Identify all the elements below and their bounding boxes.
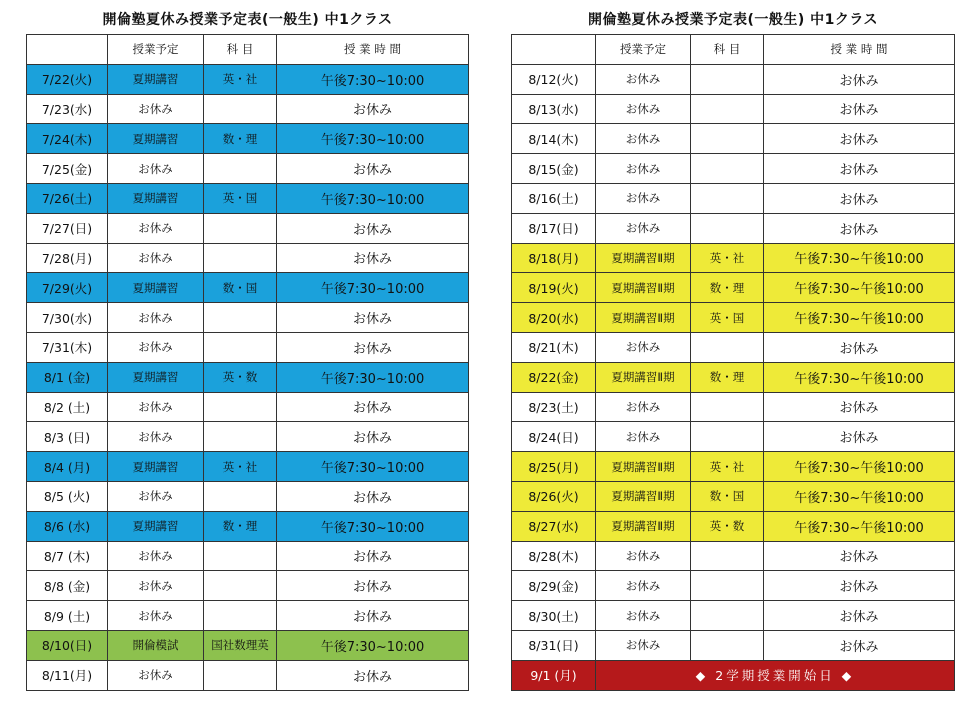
subject-cell bbox=[691, 422, 764, 452]
time-cell: お休み bbox=[764, 64, 955, 94]
subject-cell: 数・理 bbox=[691, 362, 764, 392]
time-cell: お休み bbox=[277, 422, 469, 452]
time-cell: 午後7:30~午後10:00 bbox=[764, 303, 955, 333]
term-start-row bbox=[512, 660, 955, 690]
subject-cell bbox=[204, 94, 277, 124]
date-cell: 8/1 (金) bbox=[27, 362, 108, 392]
subject-cell: 英・社 bbox=[691, 243, 764, 273]
time-cell: 午後7:30~午後10:00 bbox=[764, 481, 955, 511]
schedule-row bbox=[27, 541, 469, 571]
subject-cell: 数・理 bbox=[691, 273, 764, 303]
subject-cell: 数・理 bbox=[204, 511, 277, 541]
date-cell: 8/2 (土) bbox=[27, 392, 108, 422]
subject-cell bbox=[204, 243, 277, 273]
plan-cell: お休み bbox=[108, 660, 204, 690]
time-cell: 午後7:30~10:00 bbox=[277, 64, 469, 94]
schedule-row bbox=[27, 154, 469, 184]
subject-cell bbox=[204, 303, 277, 333]
subject-cell bbox=[691, 630, 764, 660]
plan-cell: お休み bbox=[596, 183, 691, 213]
plan-cell: お休み bbox=[108, 392, 204, 422]
date-cell: 7/26(土) bbox=[27, 183, 108, 213]
schedule-row bbox=[27, 64, 469, 94]
schedule-table bbox=[511, 34, 955, 691]
schedule-row bbox=[27, 601, 469, 631]
subject-cell: 英・社 bbox=[691, 452, 764, 482]
date-cell: 8/24(日) bbox=[512, 422, 596, 452]
time-cell: 午後7:30~10:00 bbox=[277, 362, 469, 392]
plan-cell: 夏期講習Ⅱ期 bbox=[596, 362, 691, 392]
schedule-row bbox=[27, 303, 469, 333]
schedule-row bbox=[512, 571, 955, 601]
subject-cell bbox=[691, 541, 764, 571]
subject-cell: 英・数 bbox=[204, 362, 277, 392]
time-cell: 午後7:30~10:00 bbox=[277, 273, 469, 303]
time-cell: お休み bbox=[764, 213, 955, 243]
plan-cell: お休み bbox=[108, 332, 204, 362]
time-cell: お休み bbox=[764, 183, 955, 213]
plan-cell: 夏期講習 bbox=[108, 362, 204, 392]
corner-cell bbox=[27, 35, 108, 65]
time-cell: 午後7:30~10:00 bbox=[277, 511, 469, 541]
subject-cell bbox=[691, 124, 764, 154]
plan-cell: お休み bbox=[108, 601, 204, 631]
header-row bbox=[512, 35, 955, 65]
schedule-row bbox=[512, 332, 955, 362]
schedule-row bbox=[27, 481, 469, 511]
time-cell: お休み bbox=[277, 332, 469, 362]
plan-cell: 開倫模試 bbox=[108, 630, 204, 660]
date-cell: 8/8 (金) bbox=[27, 571, 108, 601]
schedule-row bbox=[27, 183, 469, 213]
schedule-row bbox=[512, 481, 955, 511]
subject-cell: 数・国 bbox=[204, 273, 277, 303]
subject-cell bbox=[204, 541, 277, 571]
header-plan: 授業予定 bbox=[108, 35, 204, 65]
schedule-row bbox=[512, 601, 955, 631]
time-cell: お休み bbox=[277, 481, 469, 511]
date-cell: 8/13(水) bbox=[512, 94, 596, 124]
time-cell: お休み bbox=[277, 94, 469, 124]
subject-cell: 英・数 bbox=[691, 511, 764, 541]
time-cell: お休み bbox=[764, 601, 955, 631]
subject-cell: 英・国 bbox=[204, 183, 277, 213]
schedule-row bbox=[27, 452, 469, 482]
schedule-row bbox=[27, 213, 469, 243]
date-cell: 7/31(木) bbox=[27, 332, 108, 362]
plan-cell: お休み bbox=[596, 392, 691, 422]
plan-cell: お休み bbox=[596, 154, 691, 184]
plan-cell: お休み bbox=[596, 541, 691, 571]
date-cell: 8/5 (火) bbox=[27, 481, 108, 511]
date-cell: 8/3 (日) bbox=[27, 422, 108, 452]
subject-cell bbox=[204, 422, 277, 452]
schedule-row bbox=[512, 452, 955, 482]
plan-cell: 夏期講習Ⅱ期 bbox=[596, 243, 691, 273]
header-subject: 科 目 bbox=[204, 35, 277, 65]
plan-cell: お休み bbox=[108, 303, 204, 333]
date-cell: 8/30(土) bbox=[512, 601, 596, 631]
plan-cell: 夏期講習Ⅱ期 bbox=[596, 452, 691, 482]
time-cell: お休み bbox=[764, 630, 955, 660]
header-plan: 授業予定 bbox=[596, 35, 691, 65]
time-cell: お休み bbox=[277, 392, 469, 422]
time-cell: お休み bbox=[277, 243, 469, 273]
time-cell: お休み bbox=[277, 154, 469, 184]
plan-cell: 夏期講習Ⅱ期 bbox=[596, 273, 691, 303]
time-cell: 午後7:30~10:00 bbox=[277, 452, 469, 482]
date-cell: 9/1 (月) bbox=[512, 660, 596, 690]
date-cell: 8/4 (月) bbox=[27, 452, 108, 482]
subject-cell bbox=[691, 571, 764, 601]
schedule-row bbox=[512, 94, 955, 124]
date-cell: 8/6 (水) bbox=[27, 511, 108, 541]
date-cell: 8/21(木) bbox=[512, 332, 596, 362]
plan-cell: 夏期講習 bbox=[108, 511, 204, 541]
date-cell: 7/23(水) bbox=[27, 94, 108, 124]
subject-cell bbox=[691, 64, 764, 94]
date-cell: 8/7 (木) bbox=[27, 541, 108, 571]
subject-cell bbox=[691, 332, 764, 362]
time-cell: お休み bbox=[764, 124, 955, 154]
corner-cell bbox=[512, 35, 596, 65]
plan-cell: お休み bbox=[596, 213, 691, 243]
time-cell: お休み bbox=[277, 303, 469, 333]
plan-cell: 夏期講習 bbox=[108, 124, 204, 154]
time-cell: お休み bbox=[277, 660, 469, 690]
plan-cell: お休み bbox=[596, 630, 691, 660]
plan-cell: お休み bbox=[108, 94, 204, 124]
time-cell: 午後7:30~10:00 bbox=[277, 124, 469, 154]
date-cell: 7/25(金) bbox=[27, 154, 108, 184]
schedule-row bbox=[27, 332, 469, 362]
schedule-row bbox=[512, 362, 955, 392]
date-cell: 8/31(日) bbox=[512, 630, 596, 660]
schedule-row bbox=[512, 630, 955, 660]
subject-cell bbox=[204, 601, 277, 631]
date-cell: 8/29(金) bbox=[512, 571, 596, 601]
schedule-row bbox=[27, 630, 469, 660]
subject-cell bbox=[204, 213, 277, 243]
schedule-table bbox=[26, 34, 469, 691]
schedule-row bbox=[512, 183, 955, 213]
time-cell: お休み bbox=[764, 332, 955, 362]
subject-cell bbox=[204, 481, 277, 511]
time-cell: 午後7:30~午後10:00 bbox=[764, 362, 955, 392]
subject-cell: 英・社 bbox=[204, 64, 277, 94]
plan-cell: お休み bbox=[108, 481, 204, 511]
schedule-row bbox=[512, 511, 955, 541]
date-cell: 8/28(木) bbox=[512, 541, 596, 571]
plan-cell: お休み bbox=[596, 94, 691, 124]
schedule-title: 開倫塾夏休み授業予定表(一般生) 中1クラス bbox=[102, 12, 393, 28]
schedule-row bbox=[512, 422, 955, 452]
header-time: 授 業 時 間 bbox=[277, 35, 469, 65]
plan-cell: お休み bbox=[108, 422, 204, 452]
date-cell: 8/9 (土) bbox=[27, 601, 108, 631]
schedule-panel-left bbox=[26, 6, 469, 691]
schedule-row bbox=[27, 660, 469, 690]
time-cell: 午後7:30~10:00 bbox=[277, 630, 469, 660]
subject-cell bbox=[204, 660, 277, 690]
time-cell: お休み bbox=[764, 392, 955, 422]
schedule-row bbox=[27, 571, 469, 601]
date-cell: 8/17(日) bbox=[512, 213, 596, 243]
schedule-row bbox=[27, 94, 469, 124]
plan-cell: 夏期講習 bbox=[108, 273, 204, 303]
subject-cell bbox=[691, 94, 764, 124]
schedule-panel-right bbox=[511, 6, 955, 691]
schedule-row bbox=[27, 273, 469, 303]
plan-cell: 夏期講習 bbox=[108, 452, 204, 482]
date-cell: 8/26(火) bbox=[512, 481, 596, 511]
subject-cell bbox=[204, 392, 277, 422]
schedule-row bbox=[512, 124, 955, 154]
schedule-title: 開倫塾夏休み授業予定表(一般生) 中1クラス bbox=[588, 12, 878, 28]
schedule-row bbox=[27, 392, 469, 422]
schedule-row bbox=[512, 243, 955, 273]
date-cell: 8/14(木) bbox=[512, 124, 596, 154]
schedule-row bbox=[512, 154, 955, 184]
plan-cell: 夏期講習 bbox=[108, 183, 204, 213]
schedule-row bbox=[512, 392, 955, 422]
plan-cell: 夏期講習 bbox=[108, 64, 204, 94]
subject-cell: 英・国 bbox=[691, 303, 764, 333]
plan-cell: 夏期講習Ⅱ期 bbox=[596, 481, 691, 511]
plan-cell: お休み bbox=[108, 541, 204, 571]
date-cell: 7/22(火) bbox=[27, 64, 108, 94]
subject-cell bbox=[204, 154, 277, 184]
date-cell: 7/30(水) bbox=[27, 303, 108, 333]
plan-cell: お休み bbox=[596, 64, 691, 94]
time-cell: 午後7:30~午後10:00 bbox=[764, 452, 955, 482]
date-cell: 8/12(火) bbox=[512, 64, 596, 94]
subject-cell bbox=[691, 392, 764, 422]
time-cell: 午後7:30~午後10:00 bbox=[764, 273, 955, 303]
schedule-row bbox=[27, 511, 469, 541]
header-time: 授 業 時 間 bbox=[764, 35, 955, 65]
schedule-row bbox=[27, 124, 469, 154]
plan-cell: お休み bbox=[108, 243, 204, 273]
subject-cell bbox=[204, 571, 277, 601]
time-cell: お休み bbox=[277, 213, 469, 243]
date-cell: 8/27(水) bbox=[512, 511, 596, 541]
subject-cell bbox=[691, 213, 764, 243]
time-cell: お休み bbox=[764, 94, 955, 124]
time-cell: お休み bbox=[764, 571, 955, 601]
date-cell: 8/15(金) bbox=[512, 154, 596, 184]
schedule-row bbox=[512, 213, 955, 243]
subject-cell bbox=[691, 183, 764, 213]
schedule-row bbox=[27, 422, 469, 452]
date-cell: 8/20(水) bbox=[512, 303, 596, 333]
schedule-row bbox=[512, 303, 955, 333]
schedule-row bbox=[27, 362, 469, 392]
schedule-row bbox=[512, 64, 955, 94]
time-cell: お休み bbox=[764, 422, 955, 452]
plan-cell: お休み bbox=[108, 213, 204, 243]
subject-cell: 数・国 bbox=[691, 481, 764, 511]
plan-cell: お休み bbox=[596, 422, 691, 452]
schedule-row bbox=[512, 541, 955, 571]
plan-cell: お休み bbox=[596, 571, 691, 601]
time-cell: 午後7:30~10:00 bbox=[277, 183, 469, 213]
time-cell: お休み bbox=[277, 601, 469, 631]
date-cell: 8/23(土) bbox=[512, 392, 596, 422]
date-cell: 7/29(火) bbox=[27, 273, 108, 303]
term-start-banner: ◆ 2学期授業開始日 ◆ bbox=[596, 660, 955, 690]
plan-cell: お休み bbox=[108, 154, 204, 184]
subject-cell: 数・理 bbox=[204, 124, 277, 154]
date-cell: 8/10(日) bbox=[27, 630, 108, 660]
plan-cell: お休み bbox=[596, 124, 691, 154]
time-cell: お休み bbox=[764, 541, 955, 571]
date-cell: 8/19(火) bbox=[512, 273, 596, 303]
plan-cell: お休み bbox=[108, 571, 204, 601]
time-cell: お休み bbox=[277, 571, 469, 601]
date-cell: 8/11(月) bbox=[27, 660, 108, 690]
schedule-row bbox=[512, 273, 955, 303]
date-cell: 8/16(土) bbox=[512, 183, 596, 213]
schedule-row bbox=[27, 243, 469, 273]
subject-cell bbox=[691, 601, 764, 631]
date-cell: 7/27(日) bbox=[27, 213, 108, 243]
plan-cell: お休み bbox=[596, 332, 691, 362]
time-cell: お休み bbox=[277, 541, 469, 571]
date-cell: 8/22(金) bbox=[512, 362, 596, 392]
subject-cell bbox=[691, 154, 764, 184]
time-cell: お休み bbox=[764, 154, 955, 184]
subject-cell: 英・社 bbox=[204, 452, 277, 482]
header-row bbox=[27, 35, 469, 65]
subject-cell bbox=[204, 332, 277, 362]
plan-cell: 夏期講習Ⅱ期 bbox=[596, 303, 691, 333]
date-cell: 7/24(木) bbox=[27, 124, 108, 154]
header-subject: 科 目 bbox=[691, 35, 764, 65]
date-cell: 7/28(月) bbox=[27, 243, 108, 273]
time-cell: 午後7:30~午後10:00 bbox=[764, 511, 955, 541]
subject-cell: 国社数理英 bbox=[204, 630, 277, 660]
date-cell: 8/18(月) bbox=[512, 243, 596, 273]
time-cell: 午後7:30~午後10:00 bbox=[764, 243, 955, 273]
date-cell: 8/25(月) bbox=[512, 452, 596, 482]
plan-cell: お休み bbox=[596, 601, 691, 631]
plan-cell: 夏期講習Ⅱ期 bbox=[596, 511, 691, 541]
